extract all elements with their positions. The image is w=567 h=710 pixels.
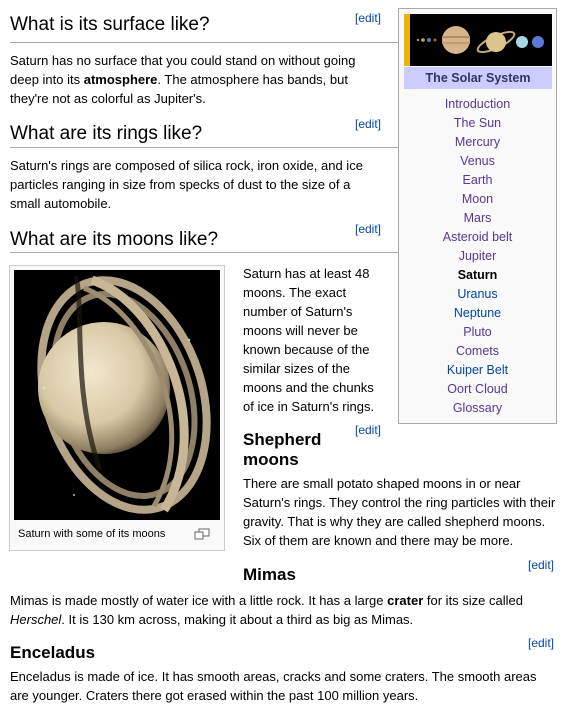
moons-line: known because of the <box>243 342 370 357</box>
navbox-item-venus[interactable] <box>399 152 556 171</box>
crater-link[interactable]: crater <box>387 593 424 608</box>
magnify-icon[interactable] <box>194 528 210 540</box>
navbox-item-saturn <box>399 266 556 285</box>
navbox-link[interactable]: Pluto <box>463 325 492 339</box>
moons-line: similar sizes of the <box>243 361 350 376</box>
mimas-text: for its size called <box>423 593 523 608</box>
navbox-item-moon[interactable] <box>399 190 556 209</box>
rings-line: particles ranging in size from specks of dust to the size of a <box>10 177 351 192</box>
shepherd-line: Saturn's rings. They control the ring particles with their <box>243 495 556 510</box>
enceladus-heading: Enceladus <box>10 643 96 662</box>
mimas-paragraph <box>10 591 523 629</box>
herschel-text: Herschel <box>10 612 62 627</box>
navbox-link[interactable]: Venus <box>460 154 495 168</box>
navbox-link[interactable]: Mars <box>463 211 492 225</box>
navbox-link[interactable]: The Sun <box>453 116 502 130</box>
section-heading-moons: What are its moons like? <box>10 229 219 250</box>
rings-paragraph <box>10 156 363 213</box>
navbox-item-neptune[interactable] <box>399 304 556 323</box>
navbox-item-comets[interactable] <box>399 342 556 361</box>
navbox-current-label: Saturn <box>457 268 498 282</box>
mimas-line <box>10 610 523 629</box>
shepherd-line: There are small potato shaped moons in or near <box>243 476 521 491</box>
navbox-item-jupiter[interactable] <box>399 247 556 266</box>
moons-line: moons. The exact <box>243 285 347 300</box>
navbox-item-mars[interactable] <box>399 209 556 228</box>
solar-system-illustration <box>404 14 552 66</box>
shepherd-line: gravity. That is why they are called shepherd moons. <box>243 514 546 529</box>
enceladus-line: Enceladus is made of ice. It has smooth areas, cracks and some craters. The smooth areas <box>10 669 537 684</box>
saturn-thumbnail <box>9 265 225 551</box>
navbox-link[interactable]: Mercury <box>454 135 501 149</box>
navbox-title: The Solar System <box>404 67 552 89</box>
navbox-link[interactable]: Uranus <box>457 287 498 301</box>
surface-text: deep into its <box>10 72 84 87</box>
moons-line: number of Saturn's <box>243 304 353 319</box>
rings-line: small automobile. <box>10 196 112 211</box>
navbox-item-asteroid-belt[interactable] <box>399 228 556 247</box>
saturn-image[interactable] <box>14 270 220 520</box>
navbox-link[interactable]: Earth <box>462 173 493 187</box>
surface-line: they're not as colorful as Jupiter's. <box>10 91 206 106</box>
edit-link-rings[interactable]: [edit] <box>355 117 382 131</box>
heading-divider <box>10 252 398 253</box>
atmosphere-link[interactable]: atmosphere <box>83 72 158 87</box>
surface-paragraph <box>10 51 355 108</box>
moons-line: moons and the chunks <box>243 380 374 395</box>
moons-line: of ice in Saturn's rings. <box>243 399 375 414</box>
rings-line: Saturn's rings are composed of silica rock, iron oxide, and ice <box>10 158 363 173</box>
edit-link-mimas[interactable]: [edit] <box>528 558 555 572</box>
solar-system-image[interactable] <box>404 14 552 66</box>
shepherd-paragraph <box>243 474 555 550</box>
edit-link-shepherd[interactable]: [edit] <box>355 423 382 437</box>
navbox-link[interactable]: Introduction <box>444 97 511 111</box>
navbox-link[interactable]: Neptune <box>453 306 502 320</box>
saturn-illustration <box>14 270 220 520</box>
mimas-text: . It is 130 km across, making it about a third as big as Mimas. <box>61 612 414 627</box>
heading-divider <box>10 42 398 43</box>
navbox-item-uranus[interactable] <box>399 285 556 304</box>
moons-line: Saturn has at least 48 <box>243 266 370 281</box>
navbox-link[interactable]: Moon <box>461 192 494 206</box>
navbox-link[interactable]: Glossary <box>452 401 503 415</box>
navbox-item-introduction[interactable] <box>399 95 556 114</box>
navbox-list <box>399 95 556 418</box>
mimas-text: Mimas is made mostly of water ice with a little rock. It has a large <box>10 593 388 608</box>
navbox-item-pluto[interactable] <box>399 323 556 342</box>
mimas-line <box>10 591 523 610</box>
section-heading-rings: What are its rings like? <box>10 123 203 144</box>
enceladus-line: are younger. Craters there got erased within the past 100 million years. <box>10 688 419 703</box>
navbox-link[interactable]: Comets <box>455 344 500 358</box>
thumbnail-caption: Saturn with some of its moons <box>18 528 166 540</box>
enceladus-paragraph <box>10 667 537 705</box>
surface-line <box>10 70 355 89</box>
heading-divider <box>10 147 398 148</box>
edit-link-enceladus[interactable]: [edit] <box>528 636 555 650</box>
navbox-item-mercury[interactable] <box>399 133 556 152</box>
surface-text: . The atmosphere has bands, but <box>157 72 348 87</box>
navbox-link[interactable]: Jupiter <box>458 249 497 263</box>
moons-line: moons will never be <box>243 323 358 338</box>
navbox-item-glossary[interactable] <box>399 399 556 418</box>
shepherd-heading <box>243 430 321 470</box>
navbox-link[interactable]: Oort Cloud <box>447 382 508 396</box>
navbox-link[interactable]: Kuiper Belt <box>446 363 509 377</box>
navbox-item-the-sun[interactable] <box>399 114 556 133</box>
edit-link-moons[interactable]: [edit] <box>355 222 382 236</box>
mimas-heading: Mimas <box>243 565 296 584</box>
shepherd-heading-line: Shepherd <box>243 430 322 449</box>
navbox-item-earth[interactable] <box>399 171 556 190</box>
shepherd-heading-line: moons <box>243 450 299 469</box>
section-heading-surface: What is its surface like? <box>10 14 210 35</box>
navbox-link[interactable]: Asteroid belt <box>442 230 513 244</box>
navbox-item-kuiper-belt[interactable] <box>399 361 556 380</box>
surface-line: Saturn has no surface that you could stand on without going <box>10 53 356 68</box>
edit-link-surface[interactable]: [edit] <box>355 11 382 25</box>
shepherd-line: Six of them are known and there may be more. <box>243 533 514 548</box>
navbox-item-oort-cloud[interactable] <box>399 380 556 399</box>
solar-system-navbox <box>398 8 557 424</box>
moons-paragraph <box>243 264 374 416</box>
